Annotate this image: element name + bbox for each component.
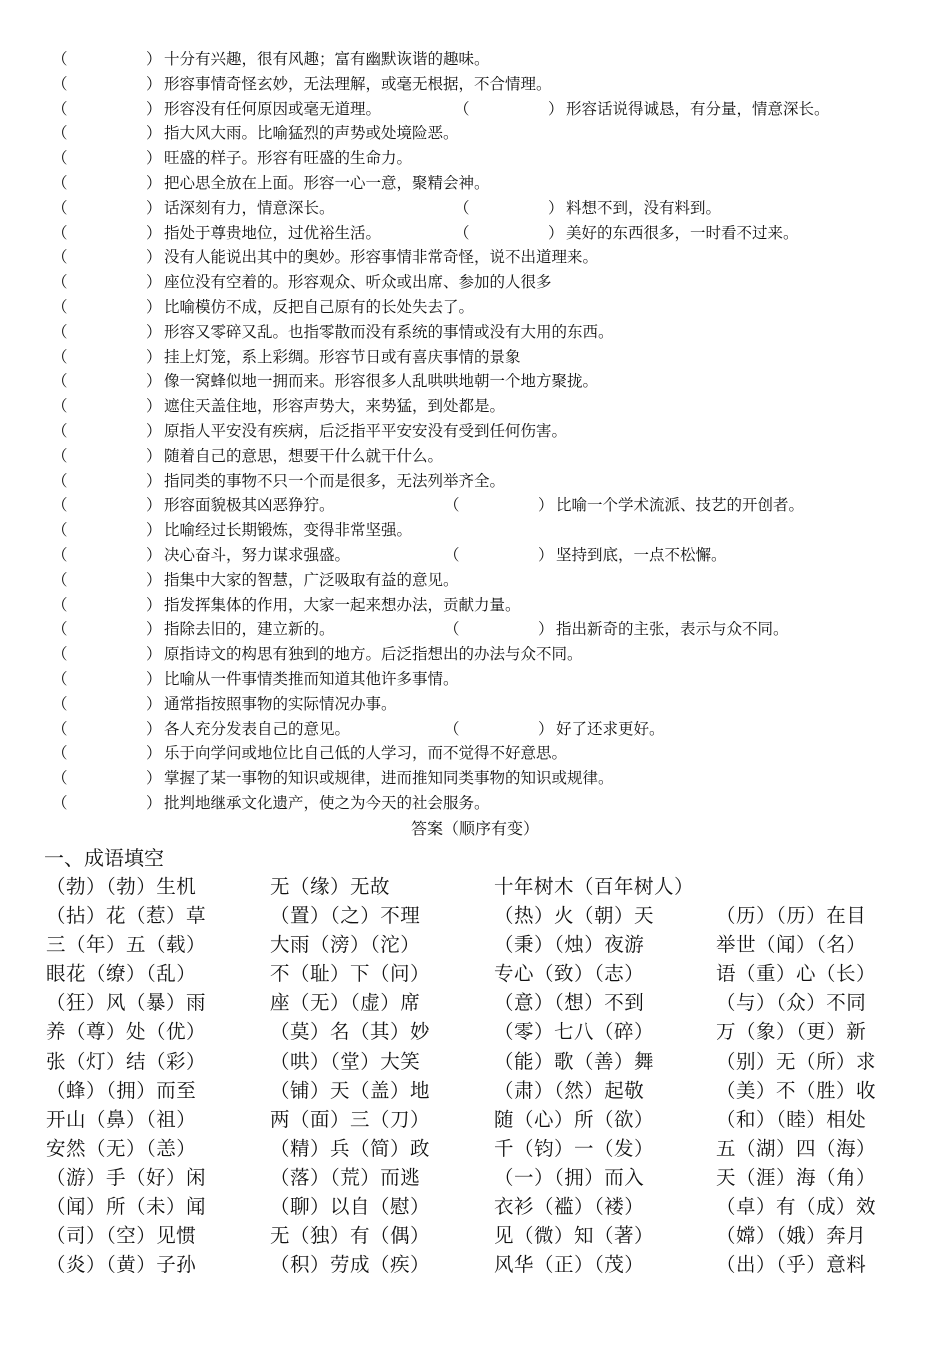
blank-close-paren: ） xyxy=(146,273,162,292)
definition-text: 乐于向学问或地位比自己低的人学习，而不觉得不好意思。 xyxy=(164,744,568,763)
definition-text: 比喻经过长期锻炼，变得非常坚强。 xyxy=(164,521,413,540)
blank-open-paren: （ xyxy=(52,223,68,242)
blank-close-paren: ） xyxy=(146,645,162,664)
idiom-answer: 千（钧）一（发） xyxy=(494,1136,655,1160)
blank-open-paren: （ xyxy=(52,124,68,143)
definition-text: 批判地继承文化遗产，使之为今天的社会服务。 xyxy=(164,793,490,812)
idiom-answer: 大雨（滂）（沱） xyxy=(270,933,421,957)
blank-open-paren: （ xyxy=(52,322,68,341)
blank-close-paren: ） xyxy=(146,149,162,168)
definition-text: 指除去旧的，建立新的。 xyxy=(164,620,335,639)
blank-open-paren: （ xyxy=(444,496,460,515)
blank-open-paren: （ xyxy=(454,99,470,118)
idiom-answer: 风华（正）（茂） xyxy=(494,1253,645,1277)
definition-text: 遮住天盖住地，形容声势大，来势猛，到处都是。 xyxy=(164,397,506,416)
blank-close-paren: ） xyxy=(538,496,554,515)
idiom-answer: （闻）所（未）闻 xyxy=(46,1195,207,1219)
answer-title: 答案（顺序有变） xyxy=(410,819,539,838)
blank-open-paren: （ xyxy=(52,198,68,217)
idiom-answer: 座（无）（虚）席 xyxy=(270,991,421,1015)
blank-close-paren: ） xyxy=(146,248,162,267)
idiom-answer: 三（年）五（载） xyxy=(46,933,207,957)
idiom-answer: （肃）（然）起敬 xyxy=(494,1078,645,1102)
definition-text: 比喻模仿不成，反把自己原有的长处失去了。 xyxy=(164,297,475,316)
blank-close-paren: ） xyxy=(146,50,162,68)
idiom-answer: （零）七八（碎） xyxy=(494,1020,655,1044)
blank-close-paren: ） xyxy=(146,620,162,639)
blank-open-paren: （ xyxy=(52,769,68,788)
definition-text: 原指诗文的构思有独到的地方。后泛指想出的办法与众不同。 xyxy=(164,645,583,664)
blank-open-paren: （ xyxy=(52,273,68,292)
blank-close-paren: ） xyxy=(146,372,162,391)
definition-text: 形容事情奇怪玄妙，无法理解，或毫无根据，不合情理。 xyxy=(164,74,552,93)
definition-text: 比喻一个学术流派、技艺的开创者。 xyxy=(556,496,805,515)
section-heading: 一、成语填空 xyxy=(44,846,164,870)
idiom-answer: （勃）（勃）生机 xyxy=(46,875,197,898)
blank-open-paren: （ xyxy=(52,421,68,440)
idiom-answer: （嫦）（娥）奔月 xyxy=(716,1224,867,1248)
definition-text: 挂上灯笼，系上彩绸。形容节日或有喜庆事情的景象 xyxy=(164,347,521,366)
definition-text: 座位没有空着的。形容观众、听众或出席、参加的人很多 xyxy=(164,273,552,292)
idiom-answer: 万（象）（更）新 xyxy=(716,1020,867,1044)
blank-open-paren: （ xyxy=(52,694,68,713)
blank-close-paren: ） xyxy=(146,471,162,490)
blank-close-paren: ） xyxy=(548,223,564,242)
blank-close-paren: ） xyxy=(146,521,162,540)
blank-open-paren: （ xyxy=(444,545,460,564)
blank-open-paren: （ xyxy=(52,793,68,812)
blank-close-paren: ） xyxy=(146,223,162,242)
idiom-answer: 五（湖）四（海） xyxy=(716,1136,877,1160)
blank-close-paren: ） xyxy=(146,719,162,738)
definition-text: 指发挥集体的作用，大家一起来想办法，贡献力量。 xyxy=(164,595,521,614)
definition-text: 比喻从一件事情类推而知道其他许多事情。 xyxy=(164,669,459,688)
idiom-answer: 语（重）心（长） xyxy=(716,962,877,986)
idiom-answer: 无（缘）无故 xyxy=(270,875,391,898)
definition-text: 把心思全放在上面。形容一心一意，聚精会神。 xyxy=(164,173,490,192)
blank-open-paren: （ xyxy=(52,669,68,688)
idiom-answer: （精）兵（简）政 xyxy=(270,1136,431,1160)
idiom-answer: （哄）（堂）大笑 xyxy=(270,1049,421,1073)
definition-text: 指出新奇的主张，表示与众不同。 xyxy=(556,620,789,639)
idiom-answer: 张（灯）结（彩） xyxy=(46,1049,207,1073)
blank-open-paren: （ xyxy=(52,471,68,490)
definition-text: 没有人能说出其中的奥妙。形容事情非常奇怪，说不出道理来。 xyxy=(164,248,599,267)
definition-text: 十分有兴趣，很有风趣；富有幽默诙谐的趣味。 xyxy=(164,50,490,68)
idiom-answer: 十年树木（百年树人） xyxy=(494,875,695,898)
blank-open-paren: （ xyxy=(52,248,68,267)
blank-open-paren: （ xyxy=(52,50,68,68)
idiom-answer: （一）（拥）而入 xyxy=(494,1165,645,1189)
blank-close-paren: ） xyxy=(146,496,162,515)
definition-text: 美好的东西很多，一时看不过来。 xyxy=(566,223,799,242)
definition-text: 通常指按照事物的实际情况办事。 xyxy=(164,694,397,713)
blank-open-paren: （ xyxy=(52,620,68,639)
idiom-answer: （铺）天（盖）地 xyxy=(270,1078,431,1102)
idiom-answer: （历）（历）在目 xyxy=(716,904,867,928)
idiom-answer: （游）手（好）闲 xyxy=(46,1165,207,1189)
blank-open-paren: （ xyxy=(52,297,68,316)
blank-close-paren: ） xyxy=(146,694,162,713)
blank-open-paren: （ xyxy=(52,521,68,540)
idiom-answer: （和）（睦）相处 xyxy=(716,1107,867,1131)
blank-open-paren: （ xyxy=(52,149,68,168)
blank-open-paren: （ xyxy=(52,570,68,589)
idiom-answer: 见（微）知（著） xyxy=(494,1224,655,1248)
blank-close-paren: ） xyxy=(146,545,162,564)
blank-close-paren: ） xyxy=(146,198,162,217)
blank-close-paren: ） xyxy=(146,173,162,192)
idiom-answer: （别）无（所）求 xyxy=(716,1049,877,1073)
definition-text: 话深刻有力，情意深长。 xyxy=(164,198,335,217)
definition-text: 指大风大雨。比喻猛烈的声势或处境险恶。 xyxy=(164,124,459,143)
blank-open-paren: （ xyxy=(444,719,460,738)
blank-open-paren: （ xyxy=(52,372,68,391)
idiom-answer: （意）（想）不到 xyxy=(494,991,645,1015)
idiom-answer: 举世（闻）（名） xyxy=(716,933,867,957)
definition-text: 形容话说得诚恳，有分量，情意深长。 xyxy=(566,99,830,118)
idiom-answer: （热）火（朝）天 xyxy=(494,904,655,928)
blank-close-paren: ） xyxy=(146,570,162,589)
idiom-answer: 眼花（缭）（乱） xyxy=(46,962,197,986)
definition-text: 形容面貌极其凶恶狰狞。 xyxy=(164,496,335,515)
definition-text: 像一窝蜂似地一拥而来。形容很多人乱哄哄地朝一个地方聚拢。 xyxy=(164,372,599,391)
idiom-answer: （与）（众）不同 xyxy=(716,991,867,1015)
idiom-answer: （卓）有（成）效 xyxy=(716,1195,877,1219)
blank-open-paren: （ xyxy=(52,595,68,614)
blank-close-paren: ） xyxy=(538,620,554,639)
blank-close-paren: ） xyxy=(146,74,162,93)
blank-open-paren: （ xyxy=(52,173,68,192)
blank-open-paren: （ xyxy=(52,645,68,664)
blank-open-paren: （ xyxy=(52,347,68,366)
idiom-answer: 养（尊）处（优） xyxy=(46,1020,207,1044)
blank-open-paren: （ xyxy=(52,446,68,465)
blank-open-paren: （ xyxy=(454,198,470,217)
blank-close-paren: ） xyxy=(538,719,554,738)
blank-close-paren: ） xyxy=(548,198,564,217)
idiom-answer: （蜂）（拥）而至 xyxy=(46,1078,197,1102)
definition-text: 旺盛的样子。形容有旺盛的生命力。 xyxy=(164,149,413,168)
blank-open-paren: （ xyxy=(52,744,68,763)
idiom-answer: （置）（之）不理 xyxy=(270,904,421,928)
definition-text: 原指人平安没有疾病，后泛指平平安安没有受到任何伤害。 xyxy=(164,421,568,440)
blank-open-paren: （ xyxy=(444,620,460,639)
idiom-answer: 开山（鼻）（祖） xyxy=(46,1107,197,1131)
idiom-answer: （聊）以自（慰） xyxy=(270,1195,431,1219)
definition-text: 指集中大家的智慧，广泛吸取有益的意见。 xyxy=(164,570,459,589)
definition-text: 决心奋斗，努力谋求强盛。 xyxy=(164,545,351,564)
idiom-answer: （美）不（胜）收 xyxy=(716,1078,877,1102)
definition-text: 料想不到，没有料到。 xyxy=(566,198,722,217)
definition-text: 随着自己的意思，想要干什么就干什么。 xyxy=(164,446,444,465)
idiom-answer: 专心（致）（志） xyxy=(494,962,645,986)
definition-text: 指同类的事物不只一个而是很多，无法列举齐全。 xyxy=(164,471,506,490)
definition-text: 形容又零碎又乱。也指零散而没有系统的事情或没有大用的东西。 xyxy=(164,322,614,341)
idiom-answer: （司）（空）见惯 xyxy=(46,1224,197,1248)
blank-open-paren: （ xyxy=(52,397,68,416)
idiom-answer: 天（涯）海（角） xyxy=(716,1165,877,1189)
idiom-answer: 无（独）有（偶） xyxy=(270,1224,431,1248)
blank-close-paren: ） xyxy=(146,669,162,688)
blank-close-paren: ） xyxy=(146,297,162,316)
blank-open-paren: （ xyxy=(52,545,68,564)
blank-close-paren: ） xyxy=(146,347,162,366)
blank-open-paren: （ xyxy=(52,99,68,118)
idiom-answer: （炎）（黄）子孙 xyxy=(46,1253,197,1277)
blank-open-paren: （ xyxy=(454,223,470,242)
idiom-answer: （狂）风（暴）雨 xyxy=(46,991,207,1015)
blank-close-paren: ） xyxy=(146,99,162,118)
idiom-answer: （莫）名（其）妙 xyxy=(270,1020,431,1044)
idiom-answer: 安然（无）（恙） xyxy=(46,1136,197,1160)
idiom-answer: 两（面）三（刀） xyxy=(270,1107,431,1131)
blank-close-paren: ） xyxy=(146,793,162,812)
idiom-answer: （积）劳成（疾） xyxy=(270,1253,431,1277)
definition-text: 掌握了某一事物的知识或规律，进而推知同类事物的知识或规律。 xyxy=(164,769,614,788)
blank-close-paren: ） xyxy=(146,446,162,465)
idiom-answer: （落）（荒）而逃 xyxy=(270,1165,421,1189)
blank-close-paren: ） xyxy=(146,769,162,788)
blank-close-paren: ） xyxy=(146,322,162,341)
idiom-answer: （出）（乎）意料 xyxy=(716,1253,867,1277)
idiom-answer: （能）歌（善）舞 xyxy=(494,1049,655,1073)
blank-open-paren: （ xyxy=(52,496,68,515)
blank-close-paren: ） xyxy=(146,124,162,143)
blank-open-paren: （ xyxy=(52,719,68,738)
idiom-answer: 随（心）所（欲） xyxy=(494,1107,655,1131)
definition-text: 各人充分发表自己的意见。 xyxy=(164,719,351,738)
idiom-answer: （秉）（烛）夜游 xyxy=(494,933,645,957)
idiom-answer: （拈）花（惹）草 xyxy=(46,904,207,928)
definition-text: 指处于尊贵地位，过优裕生活。 xyxy=(164,223,382,242)
definition-text: 好了还求更好。 xyxy=(556,719,665,738)
blank-close-paren: ） xyxy=(548,99,564,118)
blank-close-paren: ） xyxy=(146,595,162,614)
idiom-answer: 不（耻）下（问） xyxy=(270,962,431,986)
blank-close-paren: ） xyxy=(538,545,554,564)
blank-open-paren: （ xyxy=(52,74,68,93)
blank-close-paren: ） xyxy=(146,421,162,440)
definition-text: 坚持到底，一点不松懈。 xyxy=(556,545,727,564)
definition-text: 形容没有任何原因或毫无道理。 xyxy=(164,99,382,118)
idiom-answer: 衣衫（褴）（褛） xyxy=(494,1195,645,1219)
blank-close-paren: ） xyxy=(146,744,162,763)
blank-close-paren: ） xyxy=(146,397,162,416)
